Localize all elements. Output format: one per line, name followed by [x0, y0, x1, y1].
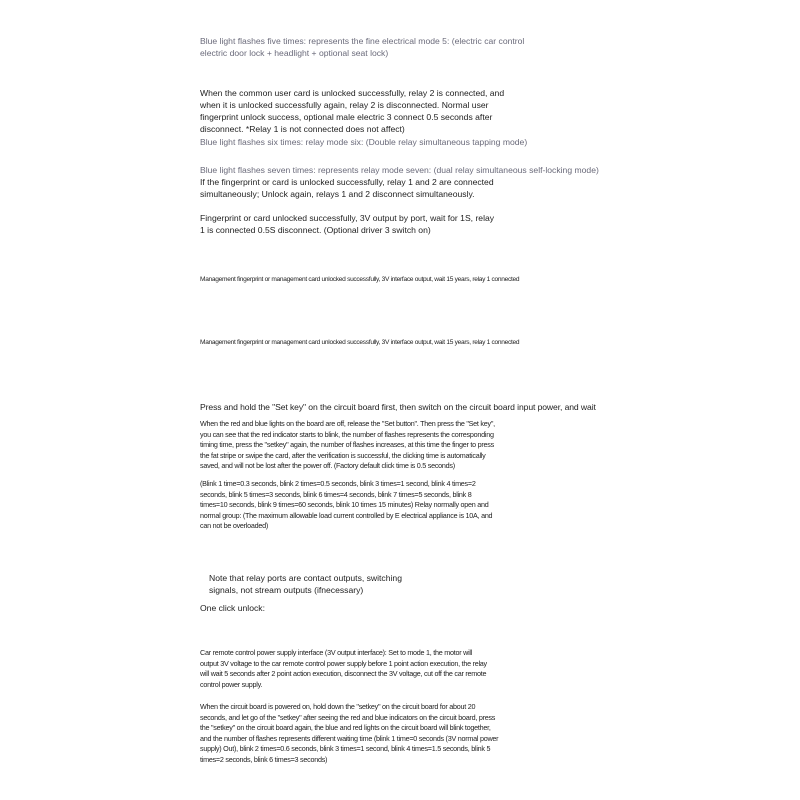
output-3v-text: Fingerprint or card unlocked successfully, 3V output by port, wait for 1S, relay 1 is connected 0.5S disconnect. (Optional driver 3 switch on): [200, 213, 495, 235]
mode6-text: Blue light flashes six times: relay mode six: (Double relay simultaneous tapping mode): [200, 137, 528, 147]
blink-timing-list: (Blink 1 time=0.3 seconds, blink 2 times=0.5 seconds, blink 3 times=1 second, blink 4 times=2 seconds, blink 5 times=3 seconds, blink 6 times=4 seconds, blink 7 times=5 seconds, blink 8 times=10 seconds, blink 9 times=60 seconds, blink 10 times 15 minutes) Relay normally open and normal group: (The maximum allowable load current controlled by E electrical appliance is 10A, and can not be overloaded): [200, 479, 493, 531]
management-line-1: Management fingerprint or management card unlocked successfully, 3V interface output, wait 15 years, relay 1 connected: [200, 276, 520, 283]
set-key-description: When the red and blue lights on the board are off, release the "Set button". Then press the "Set key", you can see that the red indicator starts to blink, the number of flashes represents the corresponding timing time, press the "setkey" again, the number of flashes increases, at this time the finger to press the fat stripe or swipe the card, after the verification is successful, the clicking time is automatically saved, and will not be lost after the power off. (Factory default click time is 0.5 seconds): [200, 419, 495, 471]
relay-ports-note: Note that relay ports are contact outputs, switching signals, not stream outputs (ifnecessary): [209, 573, 402, 595]
mode5-text: Blue light flashes five times: represents the fine electrical mode 5: (electric car control electric door lock + headlight + optional seat lock): [200, 36, 525, 58]
mode7-description: If the fingerprint or card is unlocked successfully, relay 1 and 2 are connected simultaneously; Unlock again, relays 1 and 2 disconnect simultaneously.: [200, 177, 494, 199]
mode7-text: Blue light flashes seven times: represents relay mode seven: (dual relay simultaneous self-locking mode): [200, 165, 599, 175]
car-remote-text: Car remote control power supply interface (3V output interface): Set to mode 1, the motor will output 3V voltage to the car remote control power supply before 1 point action execution, the relay will wait 5 seconds after 2 point action execution, disconnect the 3V voltage, cut off the car remote control power supply.: [200, 648, 487, 689]
relay2-note: When the common user card is unlocked successfully, relay 2 is connected, and when it is unlocked successfully again, relay 2 is disconnected. Normal user fingerprint unlock success, optional male electric 3 connect 0.5 seconds after disconnect. *Relay 1 is not connected does not affect): [200, 88, 505, 134]
management-line-2: Management fingerprint or management card unlocked successfully, 3V interface output, wait 15 years, relay 1 connected: [200, 339, 520, 346]
one-click-heading: One click unlock:: [200, 603, 265, 613]
set-key-heading: Press and hold the "Set key" on the circuit board first, then switch on the circuit board input power, and wait: [200, 402, 596, 412]
power-on-description: When the circuit board is powered on, hold down the "setkey" on the circuit board for about 20 seconds, and let go of the "setkey" after seeing the red and blue indicators on the circuit board, press the "setkey" on the circuit board again, the blue and red lights on the circuit board will blink together, and the number of flashes represents different waiting time (blink 1 time=0 seconds (3V normal power supply) Out), blink 2 times=0.6 seconds, blink 3 times=1 second, blink 4 times=1.5 seconds, blink 5 times=2 seconds, blink 6 times=3 seconds): [200, 702, 499, 764]
